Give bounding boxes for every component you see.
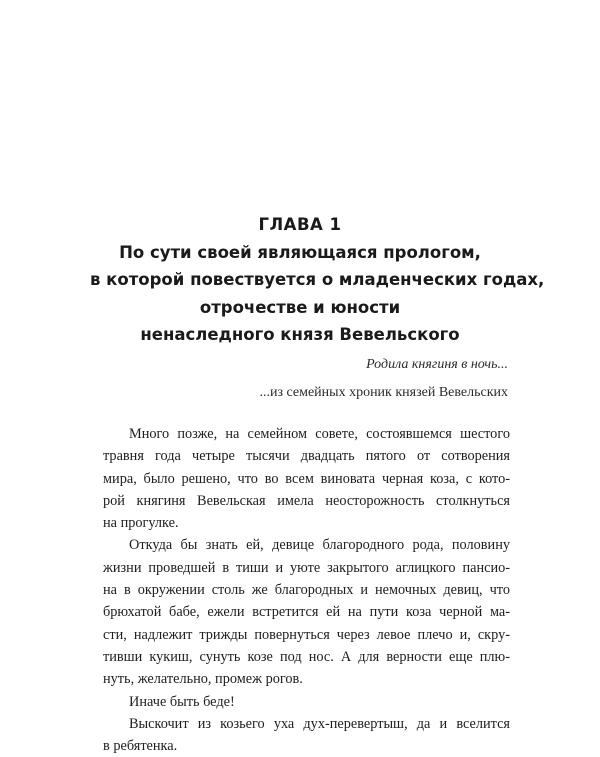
text-line: Выскочит из козьего уха дух-перевертыш, да и вселится xyxy=(129,715,510,732)
text-line: жизни проведшей в тиши и уюте закрытого аглицкого пансио- xyxy=(103,559,510,576)
text-line: Много позже, на семейном совете, состоявшемся шестого xyxy=(129,426,510,442)
text-line: рой княгиня Вевельская имела неосторожность столкнуться xyxy=(103,492,510,509)
chapter-heading xyxy=(90,211,545,349)
epigraph-source: ...из семейных хроник князей Вевельских xyxy=(259,385,508,400)
text-line: Иначе быть беде! xyxy=(129,693,235,710)
chapter-title-line: в которой повествуется о младенческих годах, xyxy=(90,270,545,289)
epigraph-quote: Родила княгиня в ночь... xyxy=(366,357,508,372)
chapter-title-line: отрочестве и юности xyxy=(199,297,401,317)
chapter-number: ГЛАВА 1 xyxy=(258,215,342,234)
text-line: нуть, желательно, промеж рогов. xyxy=(103,671,303,688)
text-line: травня года четыре тысячи двадцать пятого от сотворения xyxy=(103,448,510,465)
body-text xyxy=(103,423,510,757)
text-line: сти, надлежит трижды повернуться через левое плечо и, скру- xyxy=(103,626,510,643)
text-line: мира, было решено, что во всем виновата черная коза, с кото- xyxy=(103,470,510,487)
chapter-title-line: По сути своей являющаяся прологом, xyxy=(119,242,481,262)
text-line: на в окружении столь же благородных и немочных девиц, что xyxy=(103,582,510,599)
text-line: в ребятенка. xyxy=(103,738,178,755)
text-line: брюхатой бабе, ежели встретится ей на пути коза черной ма- xyxy=(103,604,510,621)
text-line: на прогулке. xyxy=(103,515,179,532)
text-line: тивши кукиш, сунуть козе под нос. А для верности еще плю- xyxy=(103,648,510,665)
text-line: Откуда бы знать ей, девице благородного рода, половину xyxy=(129,537,510,554)
chapter-title-line: ненаследного князя Вевельского xyxy=(140,325,460,344)
